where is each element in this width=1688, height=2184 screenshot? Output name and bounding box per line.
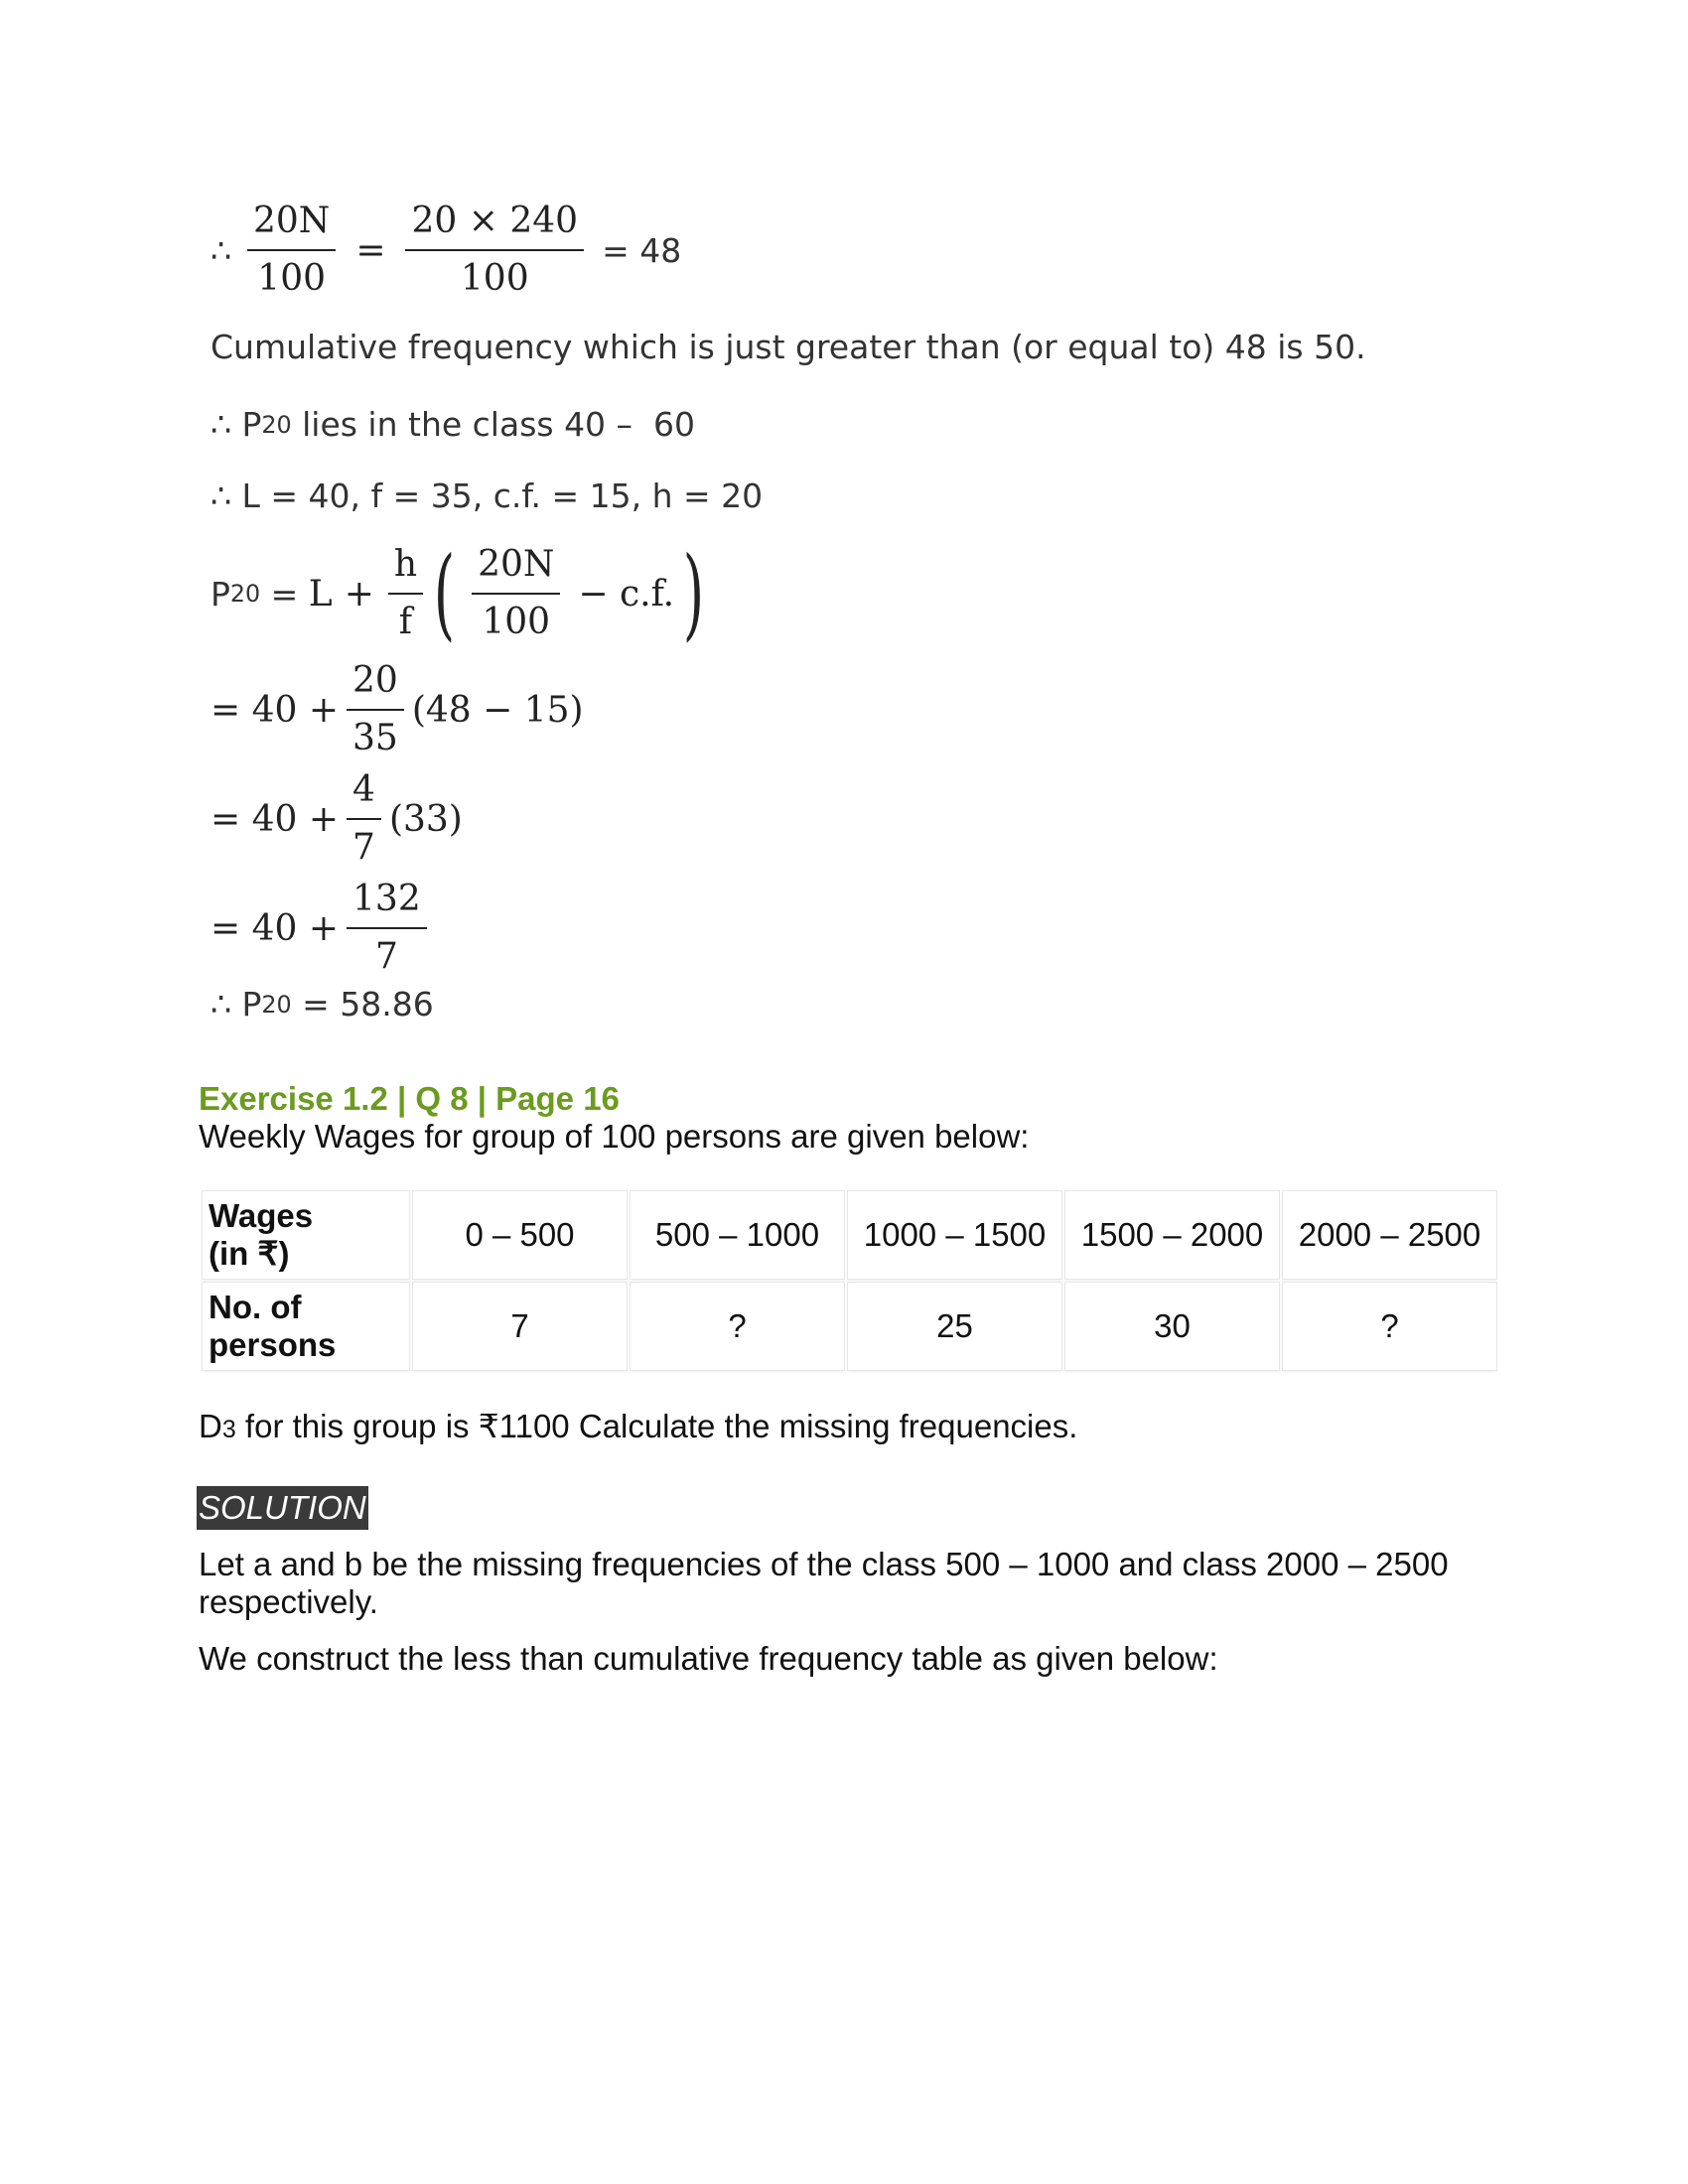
- class-cell: 1000 – 1500: [848, 1191, 1061, 1279]
- symbol-l: L: [308, 573, 333, 614]
- header-line: Wages: [209, 1197, 314, 1234]
- denominator: 35: [352, 718, 398, 758]
- denominator: f: [398, 602, 413, 642]
- numerator: 4: [347, 772, 381, 820]
- table-row: [203, 1283, 1496, 1370]
- header-line: persons: [209, 1326, 337, 1363]
- frequency-cell: ?: [631, 1283, 844, 1370]
- header-line: (in ₹): [209, 1235, 290, 1272]
- close-paren: ): [682, 535, 705, 651]
- numerator: h: [388, 547, 423, 595]
- table-row: [203, 1191, 1496, 1279]
- frequency-cell: 30: [1065, 1283, 1279, 1370]
- class-text: lies in the class 40 – 60: [291, 405, 696, 444]
- prefix: = 40 +: [211, 689, 340, 731]
- d3-letter: D: [199, 1408, 222, 1444]
- fraction: [247, 201, 336, 299]
- minus-cf: − c.f.: [578, 573, 675, 614]
- row-header-wages: [203, 1191, 409, 1279]
- substitution-step: [211, 660, 584, 758]
- wages-table: [199, 1187, 1500, 1374]
- simplification-step: [211, 769, 463, 868]
- numerator: 20N: [472, 547, 560, 595]
- subscript: 20: [261, 990, 292, 1019]
- fraction: [347, 769, 381, 868]
- numerator: 20 × 240: [405, 204, 584, 251]
- fraction-20n-over-100: [472, 544, 560, 642]
- solution-line: Let a and b be the missing frequencies of the class 500 – 1000 and class 2000 – 2500: [199, 1546, 1449, 1582]
- frequency-cell: ?: [1283, 1283, 1496, 1370]
- plus-sign: +: [344, 573, 374, 614]
- final-result: [211, 985, 434, 1024]
- result-text: = 58.86: [291, 985, 434, 1024]
- values-statement: ∴ L = 40, f = 35, c.f. = 15, h = 20: [211, 477, 764, 515]
- d3-statement: [199, 1407, 1077, 1445]
- fraction-h-over-f: [388, 544, 423, 642]
- numerator: 132: [347, 882, 427, 929]
- prefix: = 40 +: [211, 798, 340, 840]
- class-statement: [211, 405, 695, 444]
- denominator: 7: [352, 827, 375, 868]
- numerator: 20: [347, 663, 404, 711]
- solution-paragraph-2: We construct the less than cumulative frequency table as given below:: [199, 1640, 1218, 1677]
- exercise-heading: Exercise 1.2 | Q 8 | Page 16: [199, 1080, 620, 1117]
- result: = 48: [602, 230, 682, 270]
- subscript: 20: [261, 410, 292, 439]
- p-label: ∴ P: [211, 405, 262, 444]
- prefix: = 40 +: [211, 907, 340, 949]
- denominator: 7: [374, 936, 398, 977]
- class-cell: 500 – 1000: [631, 1191, 844, 1279]
- class-cell: 2000 – 2500: [1283, 1191, 1496, 1279]
- parenthetical: (48 − 15): [411, 689, 584, 731]
- multiplication-step: [211, 879, 435, 977]
- numerator: 20N: [247, 204, 336, 251]
- percentile-formula: [211, 535, 713, 651]
- solution-paragraph-1: [199, 1546, 1449, 1621]
- parenthetical: (33): [388, 798, 463, 840]
- d3-subscript: 3: [221, 1416, 236, 1443]
- cumulative-frequency-text: Cumulative frequency which is just greater than (or equal to) 48 is 50.: [211, 328, 1366, 366]
- open-paren: (: [433, 535, 456, 651]
- fraction: [347, 879, 427, 977]
- solution-line: respectively.: [199, 1583, 378, 1620]
- class-cell: 1500 – 2000: [1065, 1191, 1279, 1279]
- subscript: 20: [229, 580, 261, 608]
- therefore-symbol: ∴: [211, 230, 231, 270]
- header-line: No. of: [209, 1289, 302, 1325]
- question-text: Weekly Wages for group of 100 persons are given below:: [199, 1118, 1030, 1155]
- frequency-cell: 7: [413, 1283, 627, 1370]
- equals-sign: =: [355, 229, 386, 271]
- denominator: 100: [460, 258, 529, 299]
- equals-sign: =: [260, 574, 309, 614]
- class-cell: 0 – 500: [413, 1191, 627, 1279]
- equation-20n-over-100: [211, 201, 682, 299]
- frequency-cell: 25: [848, 1283, 1061, 1370]
- fraction: [347, 660, 404, 758]
- fraction: [405, 201, 584, 299]
- p-label: ∴ P: [211, 985, 262, 1024]
- denominator: 100: [257, 258, 327, 299]
- denominator: 100: [482, 602, 551, 642]
- p-label: P: [211, 574, 230, 614]
- solution-label: SOLUTION: [197, 1486, 368, 1530]
- row-header-persons: [203, 1283, 409, 1370]
- d3-text: for this group is ₹1100 Calculate the missing frequencies.: [235, 1408, 1078, 1444]
